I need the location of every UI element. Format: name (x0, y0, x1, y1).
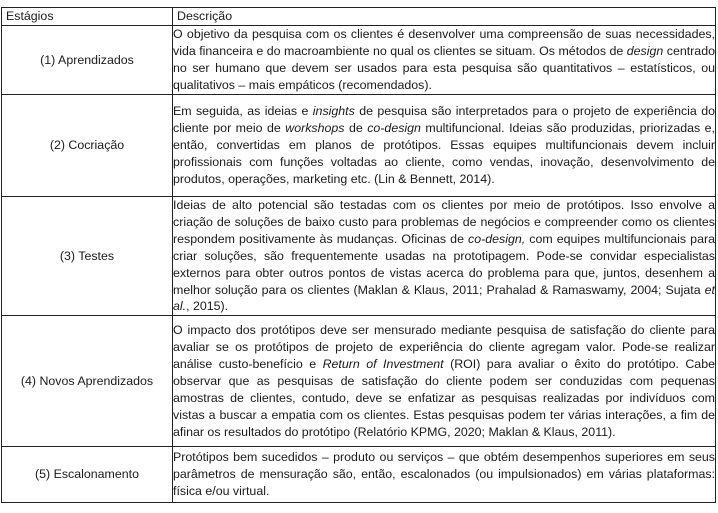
header-stage: Estágios (2, 8, 173, 26)
table-header-row (2, 8, 716, 26)
description-text (173, 103, 715, 188)
text-run: O objetivo da pesquisa com os clientes é desenvolver uma compreensão de suas necessidades, vida financeira e do macroambiente no qual os clientes se situam. Os métodos de (173, 27, 715, 59)
stage-cell: (1) Aprendizados (2, 26, 173, 95)
table-row (2, 316, 716, 447)
italic-text: co-design, (468, 231, 526, 246)
stage-cell: (3) Testes (2, 197, 173, 316)
table-row (2, 447, 716, 503)
text-run: , 2015). (186, 299, 229, 314)
description-text (173, 449, 715, 500)
description-text (173, 197, 715, 315)
description-cell (173, 447, 716, 503)
italic-text: co-design (367, 121, 421, 136)
text-run: com equipes multifuncionais para criar soluções, são frequentemente usadas na prototipagem. Pode-se convidar especialistas externos para obter outros pontos de vistas acerca do problema para que, juntos, desenhem a melhor solução para os clientes (Maklan & Klaus, 2011; Prahalad & Ramaswamy, 2004; Sujata (173, 231, 715, 297)
text-run: Em seguida, as ideias e (173, 104, 313, 119)
table-row (2, 197, 716, 316)
stage-cell: (4) Novos Aprendizados (2, 316, 173, 447)
text-run: O impacto dos protótipos deve ser mensurado mediante pesquisa de satisfação do cliente para avaliar se os protótipos de projeto de experiência do cliente agregam valor. Pode-se realizar análise custo-benefício e (173, 323, 715, 371)
text-run: Protótipos bem sucedidos – produto ou serviços – que obtém desempenhos superiores em seus parâmetros de mensuração são, então, escalonados (ou impulsionados) em várias plataformas: física e/ou virtual. (173, 450, 715, 499)
italic-text: insights (312, 104, 355, 119)
description-cell (173, 197, 716, 316)
stage-cell: (5) Escalonamento (2, 447, 173, 503)
table-row (2, 95, 716, 197)
text-run: de pesquisa são interpretados para o projeto de experiência do cliente por meio de (173, 104, 716, 136)
table-row (2, 26, 716, 95)
header-description: Descrição (173, 8, 716, 26)
description-cell (173, 95, 716, 197)
stages-table (1, 7, 716, 503)
description-cell (173, 26, 716, 95)
italic-text: workshops (285, 121, 345, 136)
text-run: multifuncional. Ideias são produzidas, priorizadas e, então, convertidas em planos de protótipos. Essas equipes multifuncionais devem incluir profissionais com funções voltadas ao cliente, como vendas, inovação, desenvolvimento de produtos, operações, marketing etc. (Lin & Bennett, 2014). (173, 121, 716, 186)
cropped-caption-remnant (0, 0, 718, 7)
text-run: de (344, 121, 368, 136)
description-text (173, 322, 715, 440)
stage-cell: (2) Cocriação (2, 95, 173, 197)
text-run: (ROI) para avaliar o êxito do protótipo. Cabe observar que as pesquisas de satisfação do cliente podem ser conduzidas com pequenas amostras de clientes, contudo, deve se enfatizar as pesquisas realizadas por indivíduos com vistas a buscar a empatia com os clientes. Estas pesquisas podem ter várias interações, a fim de afinar os resultados do protótipo (Relatório KPMG, 2020; Maklan & Klaus, 2011). (173, 356, 715, 439)
italic-text: design (626, 44, 664, 59)
italic-text: et al. (173, 282, 715, 314)
italic-text: Return of Investment (322, 356, 444, 371)
text-run: centrado no ser humano que devem ser usados para esta pesquisa são quantitativos – estatísticos, ou qualitativos – mais empáticos (recomendados). (173, 44, 715, 92)
text-run: Ideias de alto potencial são testadas com os clientes por meio de protótipos. Isso envolve a criação de soluções de baixo custo para problemas de negócios e compreender como os clientes respondem positivamente às mudanças. Oficinas de (173, 198, 715, 246)
description-text (173, 26, 715, 94)
description-cell (173, 316, 716, 447)
